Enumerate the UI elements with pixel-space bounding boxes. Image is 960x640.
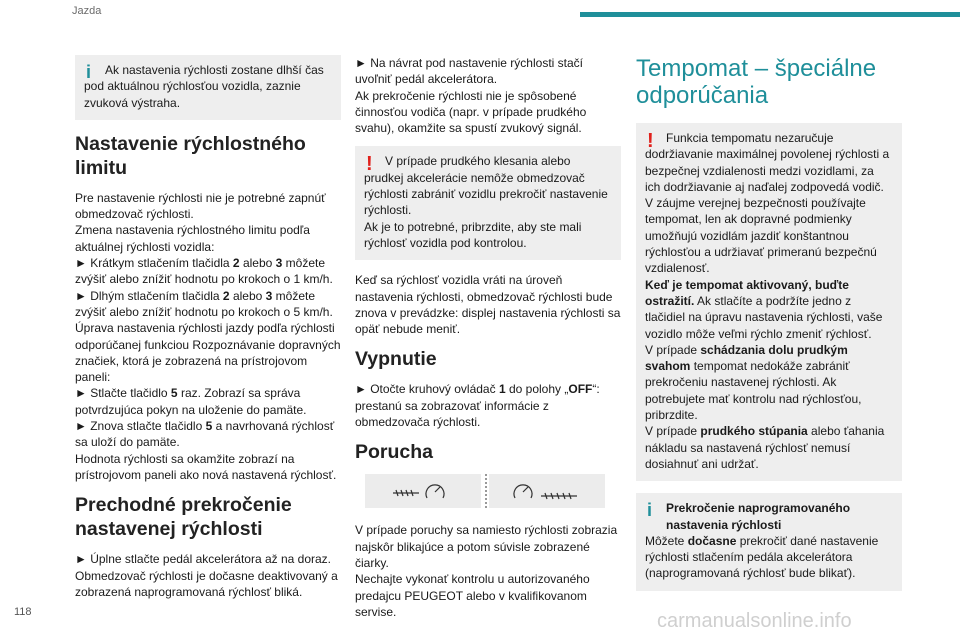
paragraph: Pre nastavenie rýchlosti nie je potrebné zapnúť obmedzovač rýchlosti. <box>75 190 326 222</box>
bullet-item: ► Stlačte tlačidlo 5 raz. Zobrazí sa správa potvrdzujúca pokyn na uloženie do pamäte. <box>75 386 307 417</box>
warning-text: Ak je to potrebné, pribrzdite, aby ste mali rýchlosť vozidla pod kontrolou. <box>364 219 582 250</box>
warning-icon: ! <box>647 130 654 152</box>
paragraph: Obmedzovač rýchlosti je dočasne deaktivovaný a zobrazená naprogramovaná rýchlosť bliká. <box>75 568 338 599</box>
info-heading: Prekročenie naprogramovaného nastavenia rýchlosti <box>666 501 851 532</box>
paragraph: Hodnota rýchlosti sa okamžite zobrazí na prístrojovom paneli ako nová nastavená rýchlosť. <box>75 451 337 482</box>
warning-text: V prípade schádzania dolu prudkým svahom tempomat nedokáže zabrániť prekročeniu nastavenej rýchlosti. Ak potrebujete mať kontrolu nad rýchlosťou, pribrzdite. <box>645 342 862 423</box>
bullet-item: ► Znova stlačte tlačidlo 5 a navrhovaná rýchlosť sa uloží do pamäte. <box>75 419 335 450</box>
info-box <box>75 55 341 120</box>
warning-box <box>355 146 621 260</box>
bullet-item: ► Krátkym stlačením tlačidla 2 alebo 3 môžete zvýšiť alebo znížiť hodnotu po krokoch o 1 km/h. <box>75 256 333 287</box>
section-title: Jazda <box>72 5 102 17</box>
dashes-then-gauge-icon <box>365 474 481 508</box>
paragraph: V prípade poruchy sa namiesto rýchlosti zobrazia najskôr blikajúce a potom súvisle zobrazené čiarky. <box>355 523 618 570</box>
fault-display-icons <box>365 474 605 508</box>
column-1 <box>75 55 341 600</box>
warning-icon: ! <box>366 153 373 176</box>
heading-speed-limit: Nastavenie rýchlostného limitu <box>75 132 306 179</box>
paragraph: Zmena nastavenia rýchlostného limitu podľa aktuálnej rýchlosti vozidla: <box>75 223 310 254</box>
icon-separator <box>485 474 487 508</box>
info-text: Ak nastavenia rýchlosti zostane dlhší čas pod aktuálnou rýchlosťou vozidla, zaznie zvuková výstraha. <box>84 63 324 110</box>
bullet-item: ► Dlhým stlačením tlačidla 2 alebo 3 môžete zvýšiť alebo znížiť hodnotu po krokoch o 5 km/h. <box>75 288 333 319</box>
paragraph: Úprava nastavenia rýchlosti jazdy podľa rýchlosti odporúčanej funkciou Rozpoznávanie dopravných značiek, ktorá je zobrazená na prístrojovom paneli: <box>75 321 341 385</box>
warning-text: V záujme verejnej bezpečnosti používajte tempomat, len ak dopravné podmienky umožňujú vozidlám jazdiť konštantnou rýchlosťou a udržiavať primeranú bezpečnú vzdialenosť. <box>645 196 877 276</box>
warning-box <box>636 123 902 481</box>
heading-cruise-control: Tempomat – špeciálne odporúčania <box>636 55 877 109</box>
info-icon: i <box>647 500 653 521</box>
column-2 <box>355 55 621 620</box>
info-text: Môžete dočasne prekročiť dané nastavenie rýchlosti stlačením pedála akcelerátora (naprogramovaná rýchlosť bude blikať). <box>645 533 879 581</box>
info-box <box>636 493 902 590</box>
watermark: carmanualsonline.info <box>657 610 852 632</box>
header-accent-bar <box>580 12 960 17</box>
heading-fault: Porucha <box>355 441 434 464</box>
paragraph: Ak prekročenie rýchlosti nie je spôsobené činnosťou vodiča (napr. v prípade prudkého svahu), okamžite sa spustí zvukový signál. <box>355 88 587 136</box>
bullet-item: ► Úplne stlačte pedál akcelerátora až na doraz. <box>75 552 332 567</box>
bullet-item: ► Otočte kruhový ovládač 1 do polohy „OFF“: prestanú sa zobrazovať informácie z obmedzovača rýchlosti. <box>355 382 600 430</box>
paragraph: Nechajte vykonať kontrolu u autorizovaného predajcu PEUGEOT alebo v kvalifikovanom servise. <box>355 572 590 619</box>
info-icon: i <box>86 62 92 82</box>
column-3 <box>636 55 902 603</box>
warning-text: Funkcia tempomatu nezaručuje dodržiavanie maximálnej povolenej rýchlosti a bezpečnej vzdialenosti medzi vozidlami, za ich dodržiavanie aj naďalej zodpovedá vodič. <box>645 131 890 194</box>
gauge-then-dashes-icon <box>489 474 605 508</box>
page-number: 118 <box>14 606 32 618</box>
heading-overspeed: Prechodné prekročenie nastavenej rýchlosti <box>75 494 292 541</box>
warning-text: V prípade prudkého stúpania alebo ťahania nákladu sa nastavená rýchlosť nemusí dosiahnuť ani udržať. <box>645 424 885 471</box>
warning-text: Keď je tempomat aktivovaný, buďte ostražití. Ak stlačíte a podržíte jedno z tlačidiel na úpravu nastavenia rýchlosti, vaše vozidlo môže veľmi rýchlo zmeniť rýchlosť. <box>645 277 883 341</box>
bullet-item: ► Na návrat pod nastavenie rýchlosti stačí uvoľniť pedál akcelerátora. <box>355 56 583 87</box>
paragraph: Keď sa rýchlosť vozidla vráti na úroveň nastavenia rýchlosti, obmedzovač rýchlosti bude znova v prevádzke: displej nastavenia rýchlosti sa opäť nebude meniť. <box>355 273 621 337</box>
heading-off: Vypnutie <box>355 348 437 371</box>
warning-text: V prípade prudkého klesania alebo prudkej akcelerácie nemôže obmedzovač rýchlosti zabrániť vozidlu prekročiť nastavenie rýchlosti. <box>364 154 608 218</box>
